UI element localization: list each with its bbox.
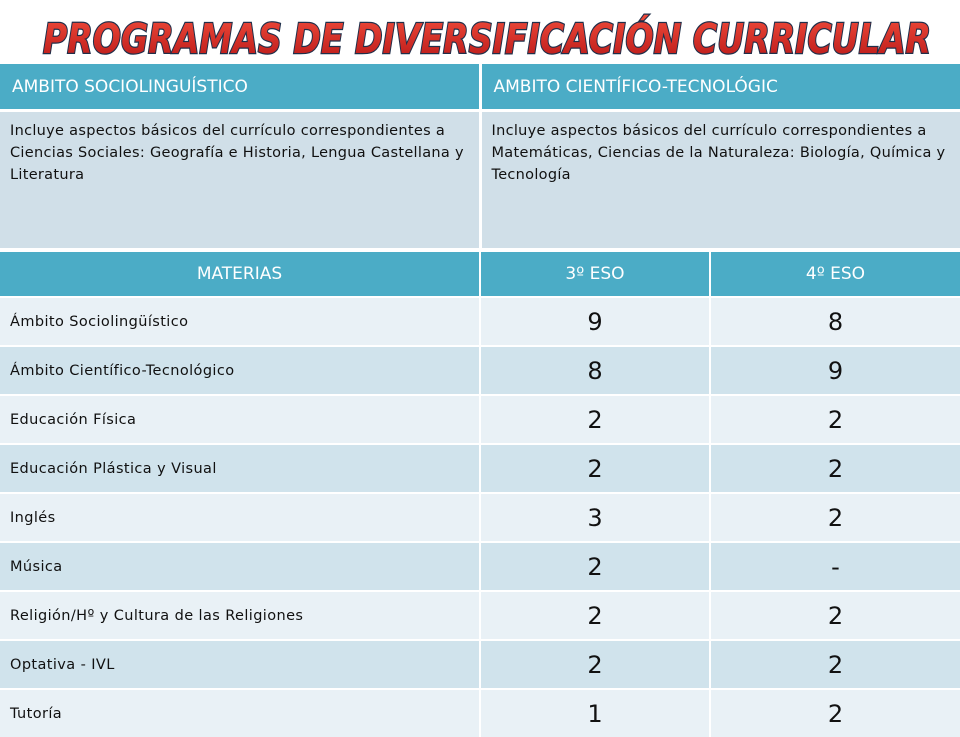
eso4-hours: 2 — [710, 689, 960, 737]
table-row — [0, 444, 960, 493]
ambito-socio-header: AMBITO SOCIOLINGUÍSTICO — [0, 64, 480, 111]
table-row — [0, 395, 960, 444]
subject-name: Educación Plástica y Visual — [0, 444, 480, 493]
eso3-hours: 9 — [480, 297, 710, 346]
ambito-cientifico-header: AMBITO CIENTÍFICO-TECNOLÓGIC — [480, 64, 960, 111]
subject-name: Religión/Hº y Cultura de las Religiones — [0, 591, 480, 640]
eso3-hours: 3 — [480, 493, 710, 542]
page-title-text: PROGRAMAS DE DIVERSIFICACIÓN CURRICULAR — [43, 15, 931, 63]
subject-name: Música — [0, 542, 480, 591]
materias-table — [0, 252, 960, 737]
subject-name: Ámbito Científico-Tecnológico — [0, 346, 480, 395]
eso3-column-header: 3º ESO — [480, 252, 710, 297]
eso3-hours: 2 — [480, 395, 710, 444]
table-row — [0, 493, 960, 542]
materias-column-header: MATERIAS — [0, 252, 480, 297]
subject-name: Optativa - IVL — [0, 640, 480, 689]
eso4-hours: 2 — [710, 640, 960, 689]
table-row — [0, 346, 960, 395]
eso4-hours: 2 — [710, 591, 960, 640]
subject-name: Inglés — [0, 493, 480, 542]
table-row — [0, 591, 960, 640]
eso3-hours: 2 — [480, 640, 710, 689]
page-title — [0, 0, 960, 64]
eso3-hours: 2 — [480, 542, 710, 591]
eso3-hours: 8 — [480, 346, 710, 395]
table-row — [0, 542, 960, 591]
table-row — [0, 297, 960, 346]
eso3-hours: 2 — [480, 591, 710, 640]
eso4-hours: 8 — [710, 297, 960, 346]
ambito-socio-description: Incluye aspectos básicos del currículo correspondientes a Ciencias Sociales: Geografía e Historia, Lengua Castellana y Literatura — [0, 111, 480, 249]
eso4-hours: 2 — [710, 395, 960, 444]
eso3-hours: 2 — [480, 444, 710, 493]
eso4-hours: 9 — [710, 346, 960, 395]
ambitos-table — [0, 64, 960, 248]
eso3-hours: 1 — [480, 689, 710, 737]
subject-name: Educación Física — [0, 395, 480, 444]
eso4-hours: 2 — [710, 444, 960, 493]
eso4-hours: - — [710, 542, 960, 591]
subject-name: Ámbito Sociolingüístico — [0, 297, 480, 346]
ambito-cientifico-description: Incluye aspectos básicos del currículo correspondientes a Matemáticas, Ciencias de la Naturaleza: Biología, Química y Tecnología — [480, 111, 960, 249]
eso4-column-header: 4º ESO — [710, 252, 960, 297]
table-row — [0, 689, 960, 737]
eso4-hours: 2 — [710, 493, 960, 542]
table-row — [0, 640, 960, 689]
subject-name: Tutoría — [0, 689, 480, 737]
